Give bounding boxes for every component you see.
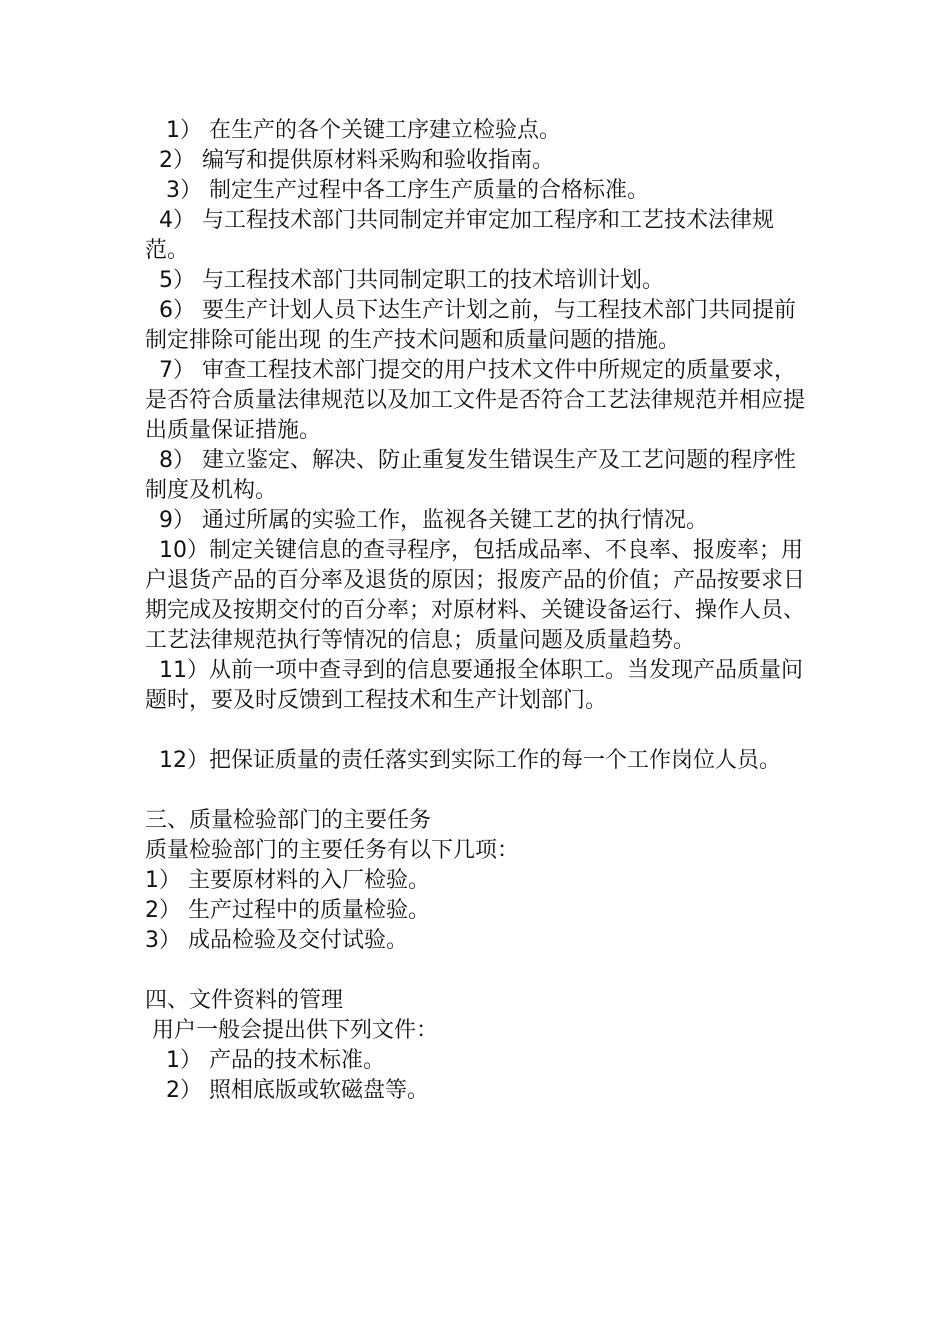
paragraph-blank-1	[145, 716, 807, 746]
paragraph-doc-1: 1） 产品的技术标准。	[145, 1046, 807, 1076]
paragraph-item-3: 3） 制定生产过程中各工序生产质量的合格标准。	[145, 176, 807, 206]
paragraph-item-4: 4） 与工程技术部门共同制定并审定加工程序和工艺技术法律规范。	[145, 208, 774, 263]
paragraph-item-9: 9） 通过所属的实验工作，监视各关键工艺的执行情况。	[145, 506, 807, 536]
paragraph-section-3-heading: 三、质量检验部门的主要任务	[145, 808, 432, 833]
paragraph-section-4-heading: 四、文件资料的管理	[145, 988, 344, 1013]
paragraph-item-10: 10）制定关键信息的查寻程序，包括成品率、不良率、报废率；用户退货产品的百分率及退货的原因；报废产品的价值；产品按要求日期完成及按期交付的百分率；对原材料、关键设备运行、操作人员、工艺法律规范执行等情况的信息；质量问题及质量趋势。	[145, 538, 806, 653]
paragraph-indent	[145, 1048, 166, 1073]
paragraph-indent	[145, 508, 159, 533]
paragraph-blank-2	[145, 776, 807, 806]
paragraph-indent	[145, 538, 159, 563]
paragraph-item-5: 5） 与工程技术部门共同制定职工的技术培训计划。	[145, 266, 807, 296]
paragraph-indent	[145, 358, 159, 383]
paragraph-indent	[145, 298, 159, 323]
paragraph-section-4-intro: 用户一般会提出供下列文件：	[145, 1016, 807, 1046]
paragraph-indent	[145, 178, 166, 203]
paragraph-indent	[145, 148, 159, 173]
paragraph-indent	[145, 208, 159, 233]
document-body	[145, 116, 807, 1106]
paragraph-section-3-intro: 质量检验部门的主要任务有以下几项：	[145, 838, 520, 863]
paragraph-item-7: 7） 审查工程技术部门提交的用户技术文件中所规定的质量要求，是否符合质量法律规范以及加工文件是否符合工艺法律规范并相应提出质量保证措施。	[145, 358, 806, 443]
paragraph-indent	[145, 1018, 152, 1043]
paragraph-item-6: 6） 要生产计划人员下达生产计划之前，与工程技术部门共同提前制定排除可能出现 的生产技术问题和质量问题的措施。	[145, 298, 796, 353]
paragraph-item-8: 8） 建立鉴定、解决、防止重复发生错误生产及工艺问题的程序性制度及机构。	[145, 448, 796, 503]
paragraph-item-11: 11）从前一项中查寻到的信息要通报全体职工。当发现产品质量问题时，要及时反馈到工程技术和生产计划部门。	[145, 658, 803, 713]
paragraph-task-1: 1） 主要原材料的入厂检验。	[145, 868, 430, 893]
paragraph-indent	[145, 658, 159, 683]
paragraph-indent	[145, 748, 159, 773]
paragraph-item-12: 12）把保证质量的责任落实到实际工作的每一个工作岗位人员。	[145, 746, 807, 776]
paragraph-indent	[145, 448, 159, 473]
paragraph-indent	[145, 1078, 166, 1103]
paragraph-task-2: 2） 生产过程中的质量检验。	[145, 898, 430, 923]
paragraph-indent	[145, 268, 159, 293]
paragraph-doc-2: 2） 照相底版或软磁盘等。	[145, 1076, 807, 1106]
paragraph-item-1: 1） 在生产的各个关键工序建立检验点。	[145, 116, 807, 146]
paragraph-item-2: 2） 编写和提供原材料采购和验收指南。	[145, 146, 807, 176]
paragraph-blank-3	[145, 956, 807, 986]
paragraph-task-3: 3） 成品检验及交付试验。	[145, 928, 408, 953]
paragraph-indent	[145, 118, 166, 143]
